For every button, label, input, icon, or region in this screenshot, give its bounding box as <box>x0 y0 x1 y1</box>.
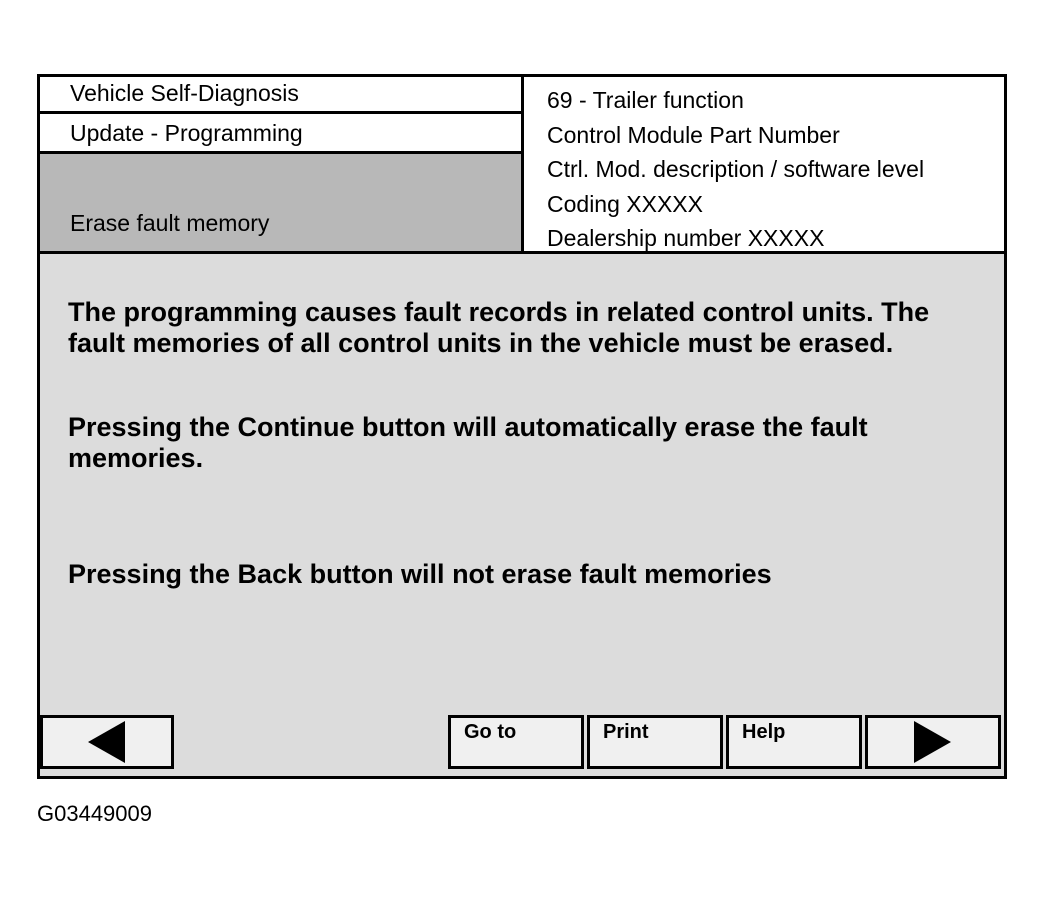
header-subtitle: Update - Programming <box>40 114 524 154</box>
info-address: 69 - Trailer function <box>547 87 744 113</box>
header-function: Erase fault memory <box>40 154 524 254</box>
arrow-left-icon <box>88 721 125 763</box>
goto-button-label: Go to <box>464 721 517 743</box>
continue-button[interactable] <box>865 715 1001 769</box>
goto-button[interactable] <box>448 715 584 769</box>
help-button[interactable] <box>726 715 862 769</box>
info-part-number: Control Module Part Number <box>547 121 840 148</box>
info-coding: Coding XXXXX <box>547 190 703 217</box>
header-panel <box>40 77 525 254</box>
module-info-panel <box>524 77 1004 254</box>
header-title: Vehicle Self-Diagnosis <box>40 77 524 114</box>
info-description: Ctrl. Mod. description / software level <box>547 156 925 183</box>
info-dealership: Dealership number XXXXX <box>547 225 825 252</box>
message-paragraph-2: Pressing the Continue button will automatically erase the fault memories. <box>68 412 868 473</box>
diagnosis-screen <box>37 74 1007 779</box>
help-button-label: Help <box>742 721 786 743</box>
back-button[interactable] <box>40 715 174 769</box>
message-paragraph-3: Pressing the Back button will not erase fault memories <box>68 559 772 589</box>
arrow-right-icon <box>914 721 951 763</box>
print-button-label: Print <box>603 721 649 743</box>
message-paragraph-1: The programming causes fault records in related control units. The fault memories of all control units in the vehicle must be erased. <box>68 297 930 358</box>
print-button[interactable] <box>587 715 723 769</box>
figure-id: G03449009 <box>37 801 152 826</box>
